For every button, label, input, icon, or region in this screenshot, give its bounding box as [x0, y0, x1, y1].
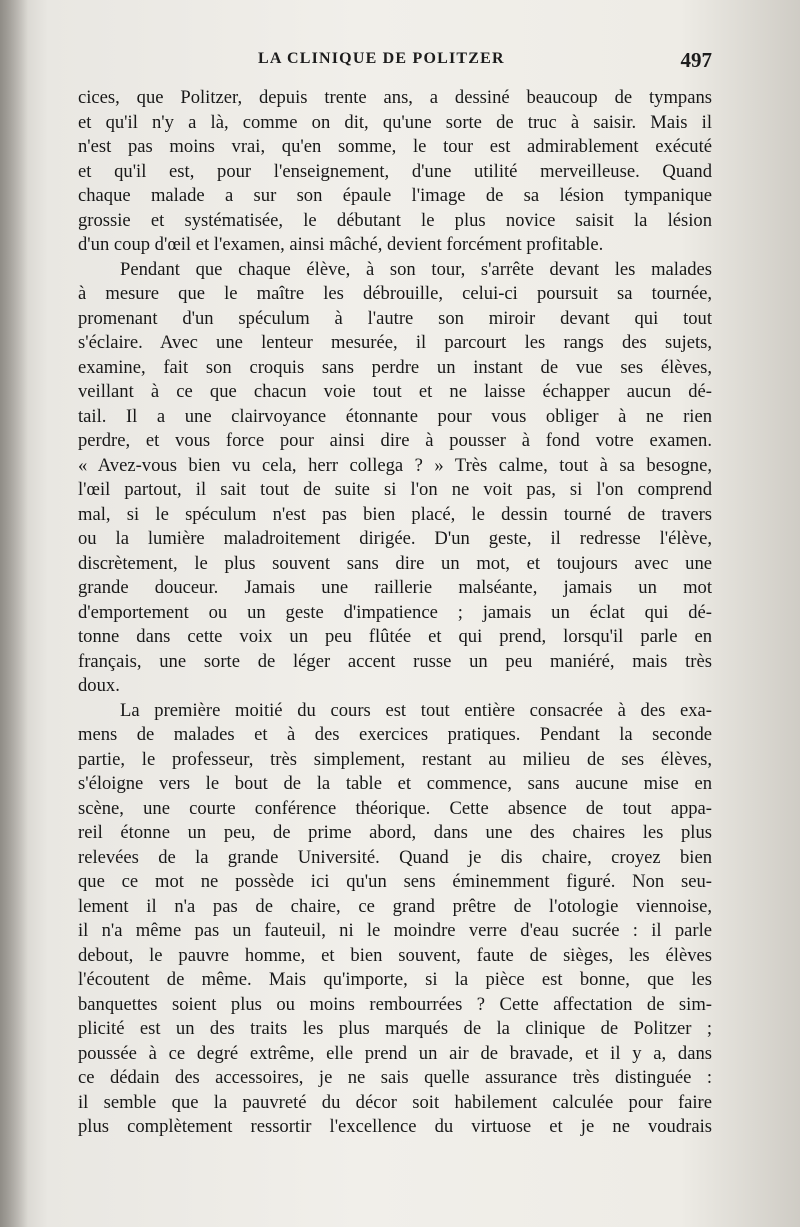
- text-line: reil étonne un peu, de prime abord, dans une des chaires les plus: [78, 822, 712, 843]
- text-line: Pendant que chaque élève, à son tour, s'arrête devant les malades: [120, 258, 712, 280]
- running-title: LA CLINIQUE DE POLITZER: [258, 50, 505, 67]
- text-line: l'écoutent de même. Mais qu'importe, si la pièce est bonne, que les: [78, 969, 712, 990]
- text-line: veillant à ce que chacun voie tout et ne laisse échapper aucun dé-: [78, 381, 712, 402]
- text-line: grande douceur. Jamais une raillerie malséante, jamais un mot: [78, 577, 712, 598]
- text-line: d'un coup d'œil et l'examen, ainsi mâché, devient forcément profitable.: [78, 234, 604, 255]
- text-line: cices, que Politzer, depuis trente ans, a dessiné beaucoup de tympans: [78, 87, 712, 108]
- text-line: examine, fait son croquis sans perdre un instant de vue ses élèves,: [78, 356, 712, 378]
- body-text: [78, 86, 712, 1140]
- text-line: s'éclaire. Avec une lenteur mesurée, il parcourt les rangs des sujets,: [78, 332, 712, 353]
- text-line: l'œil partout, il sait tout de suite si l'on ne voit pas, si l'on comprend: [78, 479, 712, 500]
- text-line: à mesure que le maître les débrouille, celui-ci poursuit sa tournée,: [78, 283, 712, 304]
- text-line: mal, si le spéculum n'est pas bien placé, le dessin tourné de travers: [78, 503, 712, 525]
- page-header: [78, 48, 712, 74]
- text-line: et qu'il est, pour l'enseignement, d'une utilité merveilleuse. Quand: [78, 160, 712, 182]
- text-line: s'éloigne vers le bout de la table et commence, sans aucune mise en: [78, 773, 712, 794]
- text-line: doux.: [78, 675, 120, 696]
- page-number: 497: [680, 48, 712, 72]
- text-line: n'est pas moins vrai, qu'en somme, le tour est admirablement exécuté: [78, 136, 712, 157]
- text-line: partie, le professeur, très simplement, restant au milieu de ses élèves,: [78, 748, 712, 770]
- text-line: ce dédain des accessoires, je ne sais quelle assurance très distinguée :: [78, 1067, 712, 1088]
- text-line: que ce mot ne possède ici qu'un sens éminemment figuré. Non seu-: [78, 871, 712, 892]
- page-gutter-shadow: [0, 0, 28, 1227]
- text-line: ou la lumière maladroitement dirigée. D'un geste, il redresse l'élève,: [78, 528, 712, 549]
- text-line: mens de malades et à des exercices pratiques. Pendant la seconde: [78, 724, 712, 745]
- text-line: scène, une courte conférence théorique. Cette absence de tout appa-: [78, 797, 712, 819]
- text-line: « Avez-vous bien vu cela, herr collega ? » Très calme, tout à sa besogne,: [78, 454, 712, 476]
- text-line: perdre, et vous force pour ainsi dire à pousser à fond votre examen.: [78, 430, 712, 451]
- text-line: d'emportement ou un geste d'impatience ; jamais un éclat qui dé-: [78, 601, 712, 623]
- text-line: plicité est un des traits les plus marqués de la clinique de Politzer ;: [78, 1018, 712, 1039]
- text-line: lement il n'a pas de chaire, ce grand prêtre de l'otologie viennoise,: [78, 895, 712, 917]
- text-line: La première moitié du cours est tout entière consacrée à des exa-: [120, 699, 712, 721]
- text-line: français, une sorte de léger accent russe un peu maniéré, mais très: [78, 650, 712, 672]
- text-line: plus complètement ressortir l'excellence du virtuose et je ne voudrais: [78, 1116, 712, 1137]
- text-line: chaque malade a sur son épaule l'image de sa lésion tympanique: [78, 185, 712, 206]
- text-line: discrètement, le plus souvent sans dire un mot, et toujours avec une: [78, 552, 712, 574]
- text-line: il n'a même pas un fauteuil, ni le moindre verre d'eau sucrée : il parle: [78, 920, 712, 941]
- text-line: il semble que la pauvreté du décor soit habilement calculée pour faire: [78, 1091, 712, 1113]
- text-line: et qu'il n'y a là, comme on dit, qu'une sorte de truc à saisir. Mais il: [78, 111, 712, 133]
- text-line: debout, le pauvre homme, et bien souvent, faute de sièges, les élèves: [78, 944, 712, 966]
- text-line: poussée à ce degré extrême, elle prend un air de bravade, et il y a, dans: [78, 1042, 712, 1064]
- text-line: grossie et systématisée, le débutant le plus novice saisit la lésion: [78, 209, 712, 231]
- text-line: banquettes soient plus ou moins rembourrées ? Cette affectation de sim-: [78, 993, 712, 1015]
- text-line: promenant d'un spéculum à l'autre son miroir devant qui tout: [78, 307, 712, 329]
- text-line: relevées de la grande Université. Quand je dis chaire, croyez bien: [78, 846, 712, 868]
- text-line: tail. Il a une clairvoyance étonnante pour vous obliger à ne rien: [78, 405, 712, 427]
- text-line: tonne dans cette voix un peu flûtée et qui prend, lorsqu'il parle en: [78, 626, 712, 647]
